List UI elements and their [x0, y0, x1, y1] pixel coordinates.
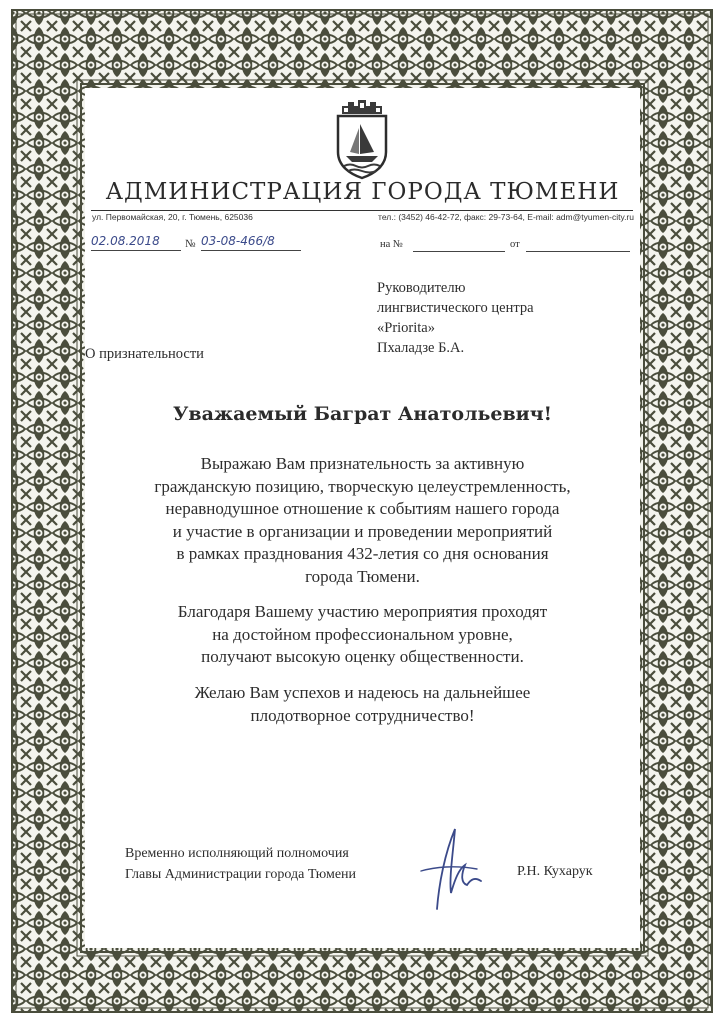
body-paragraph-3: [85, 682, 640, 727]
addressee-block: [377, 278, 534, 358]
reference-number-line: [413, 251, 505, 252]
body-line: Благодаря Вашему участию мероприятия проходят: [177, 602, 548, 621]
reference-number-label: на №: [380, 239, 403, 250]
addressee-line: Пхаладзе Б.А.: [377, 340, 465, 356]
organization-address: ул. Первомайская, 20, г. Тюмень, 625036: [92, 212, 253, 222]
organization-contacts: тел.: (3452) 46-42-72, факс: 29-73-64, E-mail: adm@tyumen-city.ru: [378, 212, 634, 222]
body-line: Желаю Вам успехов и надеюсь на дальнейшее: [194, 683, 531, 702]
signatory-position-line: Главы Администрации города Тюмени: [125, 867, 357, 882]
greeting: Уважаемый Баграт Анатольевич!: [172, 403, 552, 425]
registration-date: 02.08.2018: [91, 234, 181, 251]
body-line: гражданскую позицию, творческую целеустремленность,: [154, 476, 571, 496]
letter-subject: О признательности: [85, 346, 204, 362]
addressee-line: «Priorita»: [377, 320, 435, 336]
handwritten-signature-icon: [415, 823, 495, 913]
body-line: города Тюмени.: [305, 566, 420, 586]
addressee-line: Руководителю: [377, 280, 466, 296]
letter-content: [85, 88, 640, 948]
body-paragraph-2: [85, 601, 640, 669]
body-line: на достойном профессиональном уровне,: [212, 624, 513, 644]
signatory-position-line: Временно исполняющий полномочия: [125, 846, 349, 861]
registration-number-label: №: [185, 238, 196, 250]
city-emblem-icon: [330, 94, 394, 180]
header-rule: [91, 210, 633, 211]
body-line: Выражаю Вам признательность за активную: [200, 454, 525, 473]
body-line: получают высокую оценку общественности.: [201, 647, 524, 666]
body-line: неравнодушное отношение к событиям нашего города: [165, 499, 560, 518]
addressee-line: лингвистического центра: [377, 300, 534, 316]
signatory-position: [125, 843, 356, 885]
body-paragraph-1: [85, 453, 640, 588]
body-line: и участие в организации и проведении мероприятий: [172, 521, 553, 541]
signatory-name: Р.Н. Кухарук: [517, 864, 593, 879]
reference-date-label: от: [510, 239, 520, 250]
body-line: в рамках празднования 432-летия со дня основания: [176, 544, 549, 563]
registration-number: 03-08-466/8: [201, 234, 301, 251]
body-line: плодотворное сотрудничество!: [250, 705, 475, 725]
reference-date-line: [526, 251, 630, 252]
organization-title: АДМИНИСТРАЦИЯ ГОРОДА ТЮМЕНИ: [105, 179, 620, 205]
